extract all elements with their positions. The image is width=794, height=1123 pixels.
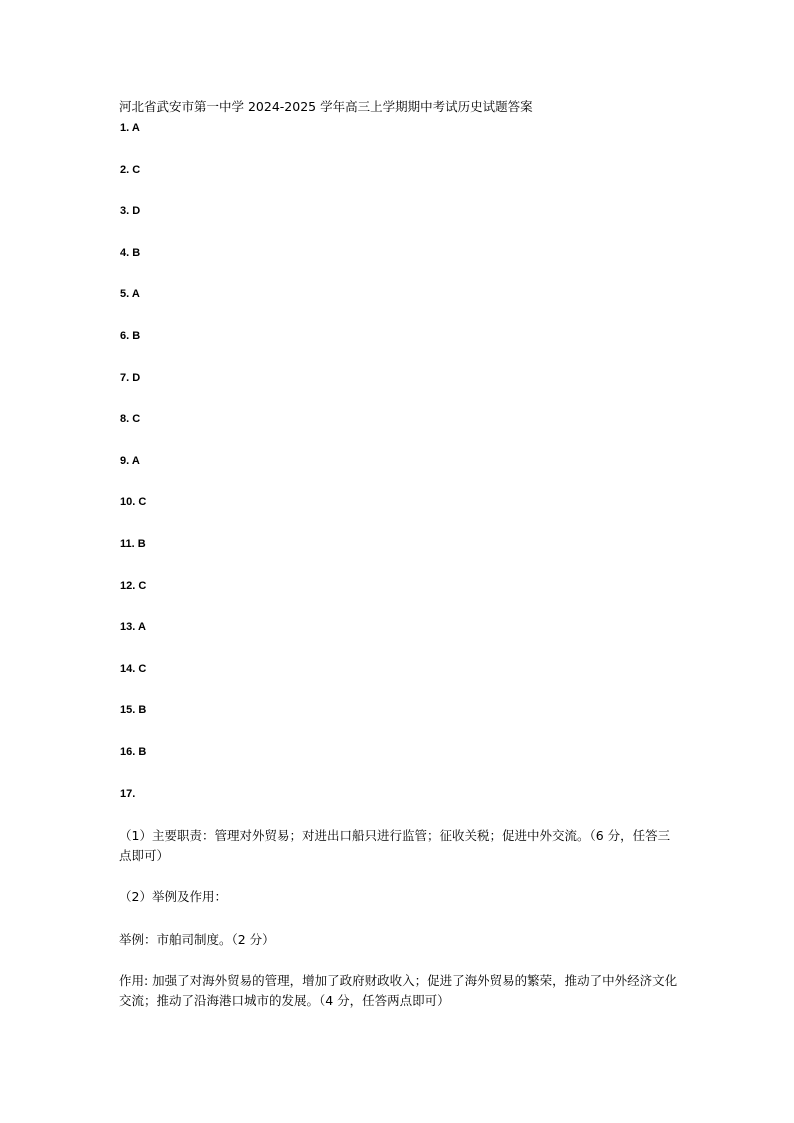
answer-item: 2. C xyxy=(120,163,141,176)
document-title: 河北省武安市第一中学 2024-2025 学年高三上学期期中考试历史试题答案 xyxy=(119,99,533,114)
answer-item: 11. B xyxy=(120,537,146,550)
answer-item: 14. C xyxy=(120,662,147,675)
answer-item: 8. C xyxy=(120,413,141,426)
q17-example: 举例：市舶司制度。（2 分） xyxy=(119,932,275,947)
answer-item: 1. A xyxy=(120,122,140,134)
answer-item: 12. C xyxy=(120,579,147,592)
answer-item: 6. B xyxy=(120,329,141,342)
answer-item: 15. B xyxy=(120,704,147,717)
answer-item: 7. D xyxy=(120,371,141,384)
answer-item: 16. B xyxy=(120,745,147,758)
q17-effect: 作用: 加强了对海外贸易的管理，增加了政府财政收入；促进了海外贸易的繁荣，推动了中外经济文化交流；推动了沿海港口城市的发展。（4 分，任答两点即可） xyxy=(119,973,678,1008)
answer-item: 10. C xyxy=(120,496,147,509)
answer-item: 9. A xyxy=(120,454,140,467)
answer-item: 13. A xyxy=(120,621,146,634)
q17-part2-heading: （2）举例及作用： xyxy=(119,889,227,904)
answer-item: 4. B xyxy=(120,246,141,259)
answer-item: 17. xyxy=(120,787,136,800)
answer-list xyxy=(120,120,146,827)
q17-part1: （1）主要职责：管理对外贸易；对进出口船只进行监管；征收关税；促进中外交流。（6 分，任答三点即可） xyxy=(119,828,671,863)
answer-item: 5. A xyxy=(120,288,140,301)
answer-item: 3. D xyxy=(120,205,141,218)
